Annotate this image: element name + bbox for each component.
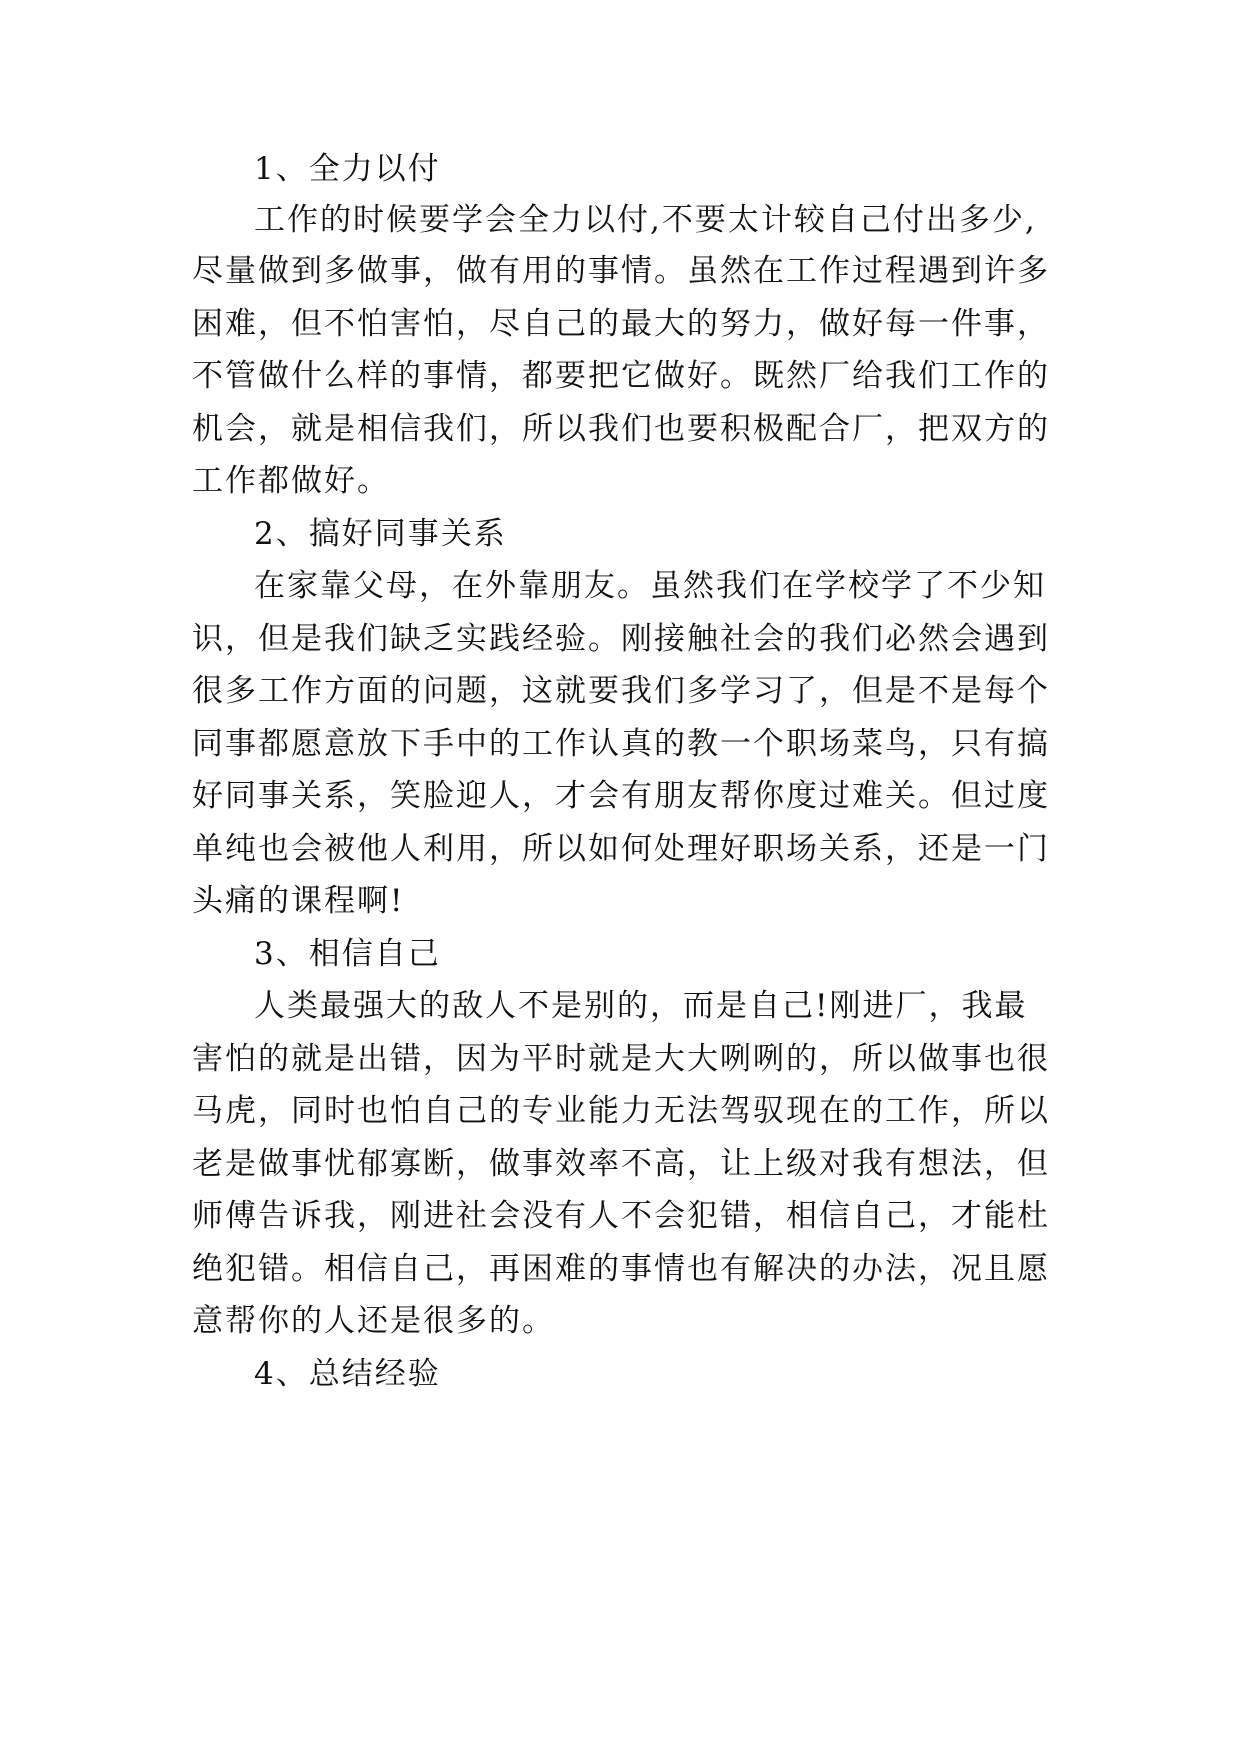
paragraph-line: 同事都愿意放下手中的工作认真的教一个职场菜鸟，只有搞 bbox=[192, 726, 1050, 762]
paragraph-line: 师傅告诉我，刚进社会没有人不会犯错，相信自己，才能杜 bbox=[192, 1198, 1050, 1234]
section-heading: 3、相信自己 bbox=[254, 936, 441, 972]
paragraph-line: 人类最强大的敌人不是别的，而是自己!刚进厂，我最 bbox=[254, 988, 1028, 1024]
paragraph-line: 好同事关系，笑脸迎人，才会有朋友帮你度过难关。但过度 bbox=[192, 778, 1050, 814]
paragraph-line: 工作都做好。 bbox=[192, 463, 390, 499]
section-heading: 4、总结经验 bbox=[254, 1356, 441, 1392]
paragraph-line: 绝犯错。相信自己，再困难的事情也有解决的办法，况且愿 bbox=[192, 1251, 1050, 1287]
paragraph-line: 不管做什么样的事情，都要把它做好。既然厂给我们工作的 bbox=[192, 358, 1050, 394]
section-heading: 2、搞好同事关系 bbox=[254, 516, 507, 552]
paragraph-line: 害怕的就是出错，因为平时就是大大咧咧的，所以做事也很 bbox=[192, 1041, 1050, 1077]
paragraph-line: 工作的时候要学会全力以付,不要太计较自己付出多少, bbox=[254, 202, 1037, 238]
paragraph-line: 头痛的课程啊! bbox=[192, 883, 405, 919]
paragraph-line: 马虎，同时也怕自己的专业能力无法驾驭现在的工作，所以 bbox=[192, 1093, 1050, 1129]
paragraph-line: 尽量做到多做事，做有用的事情。虽然在工作过程遇到许多 bbox=[192, 253, 1050, 289]
paragraph-line: 机会，就是相信我们，所以我们也要积极配合厂，把双方的 bbox=[192, 411, 1050, 447]
paragraph-line: 识，但是我们缺乏实践经验。刚接触社会的我们必然会遇到 bbox=[192, 621, 1050, 657]
paragraph-line: 困难，但不怕害怕，尽自己的最大的努力，做好每一件事， bbox=[192, 306, 1050, 342]
paragraph-line: 老是做事忧郁寡断，做事效率不高，让上级对我有想法，但 bbox=[192, 1146, 1050, 1182]
paragraph-line: 在家靠父母，在外靠朋友。虽然我们在学校学了不少知 bbox=[254, 568, 1046, 604]
section-heading: 1、全力以付 bbox=[254, 151, 441, 187]
paragraph-line: 很多工作方面的问题，这就要我们多学习了，但是不是每个 bbox=[192, 673, 1050, 709]
paragraph-line: 单纯也会被他人利用，所以如何处理好职场关系，还是一门 bbox=[192, 831, 1050, 867]
paragraph-line: 意帮你的人还是很多的。 bbox=[192, 1303, 555, 1339]
